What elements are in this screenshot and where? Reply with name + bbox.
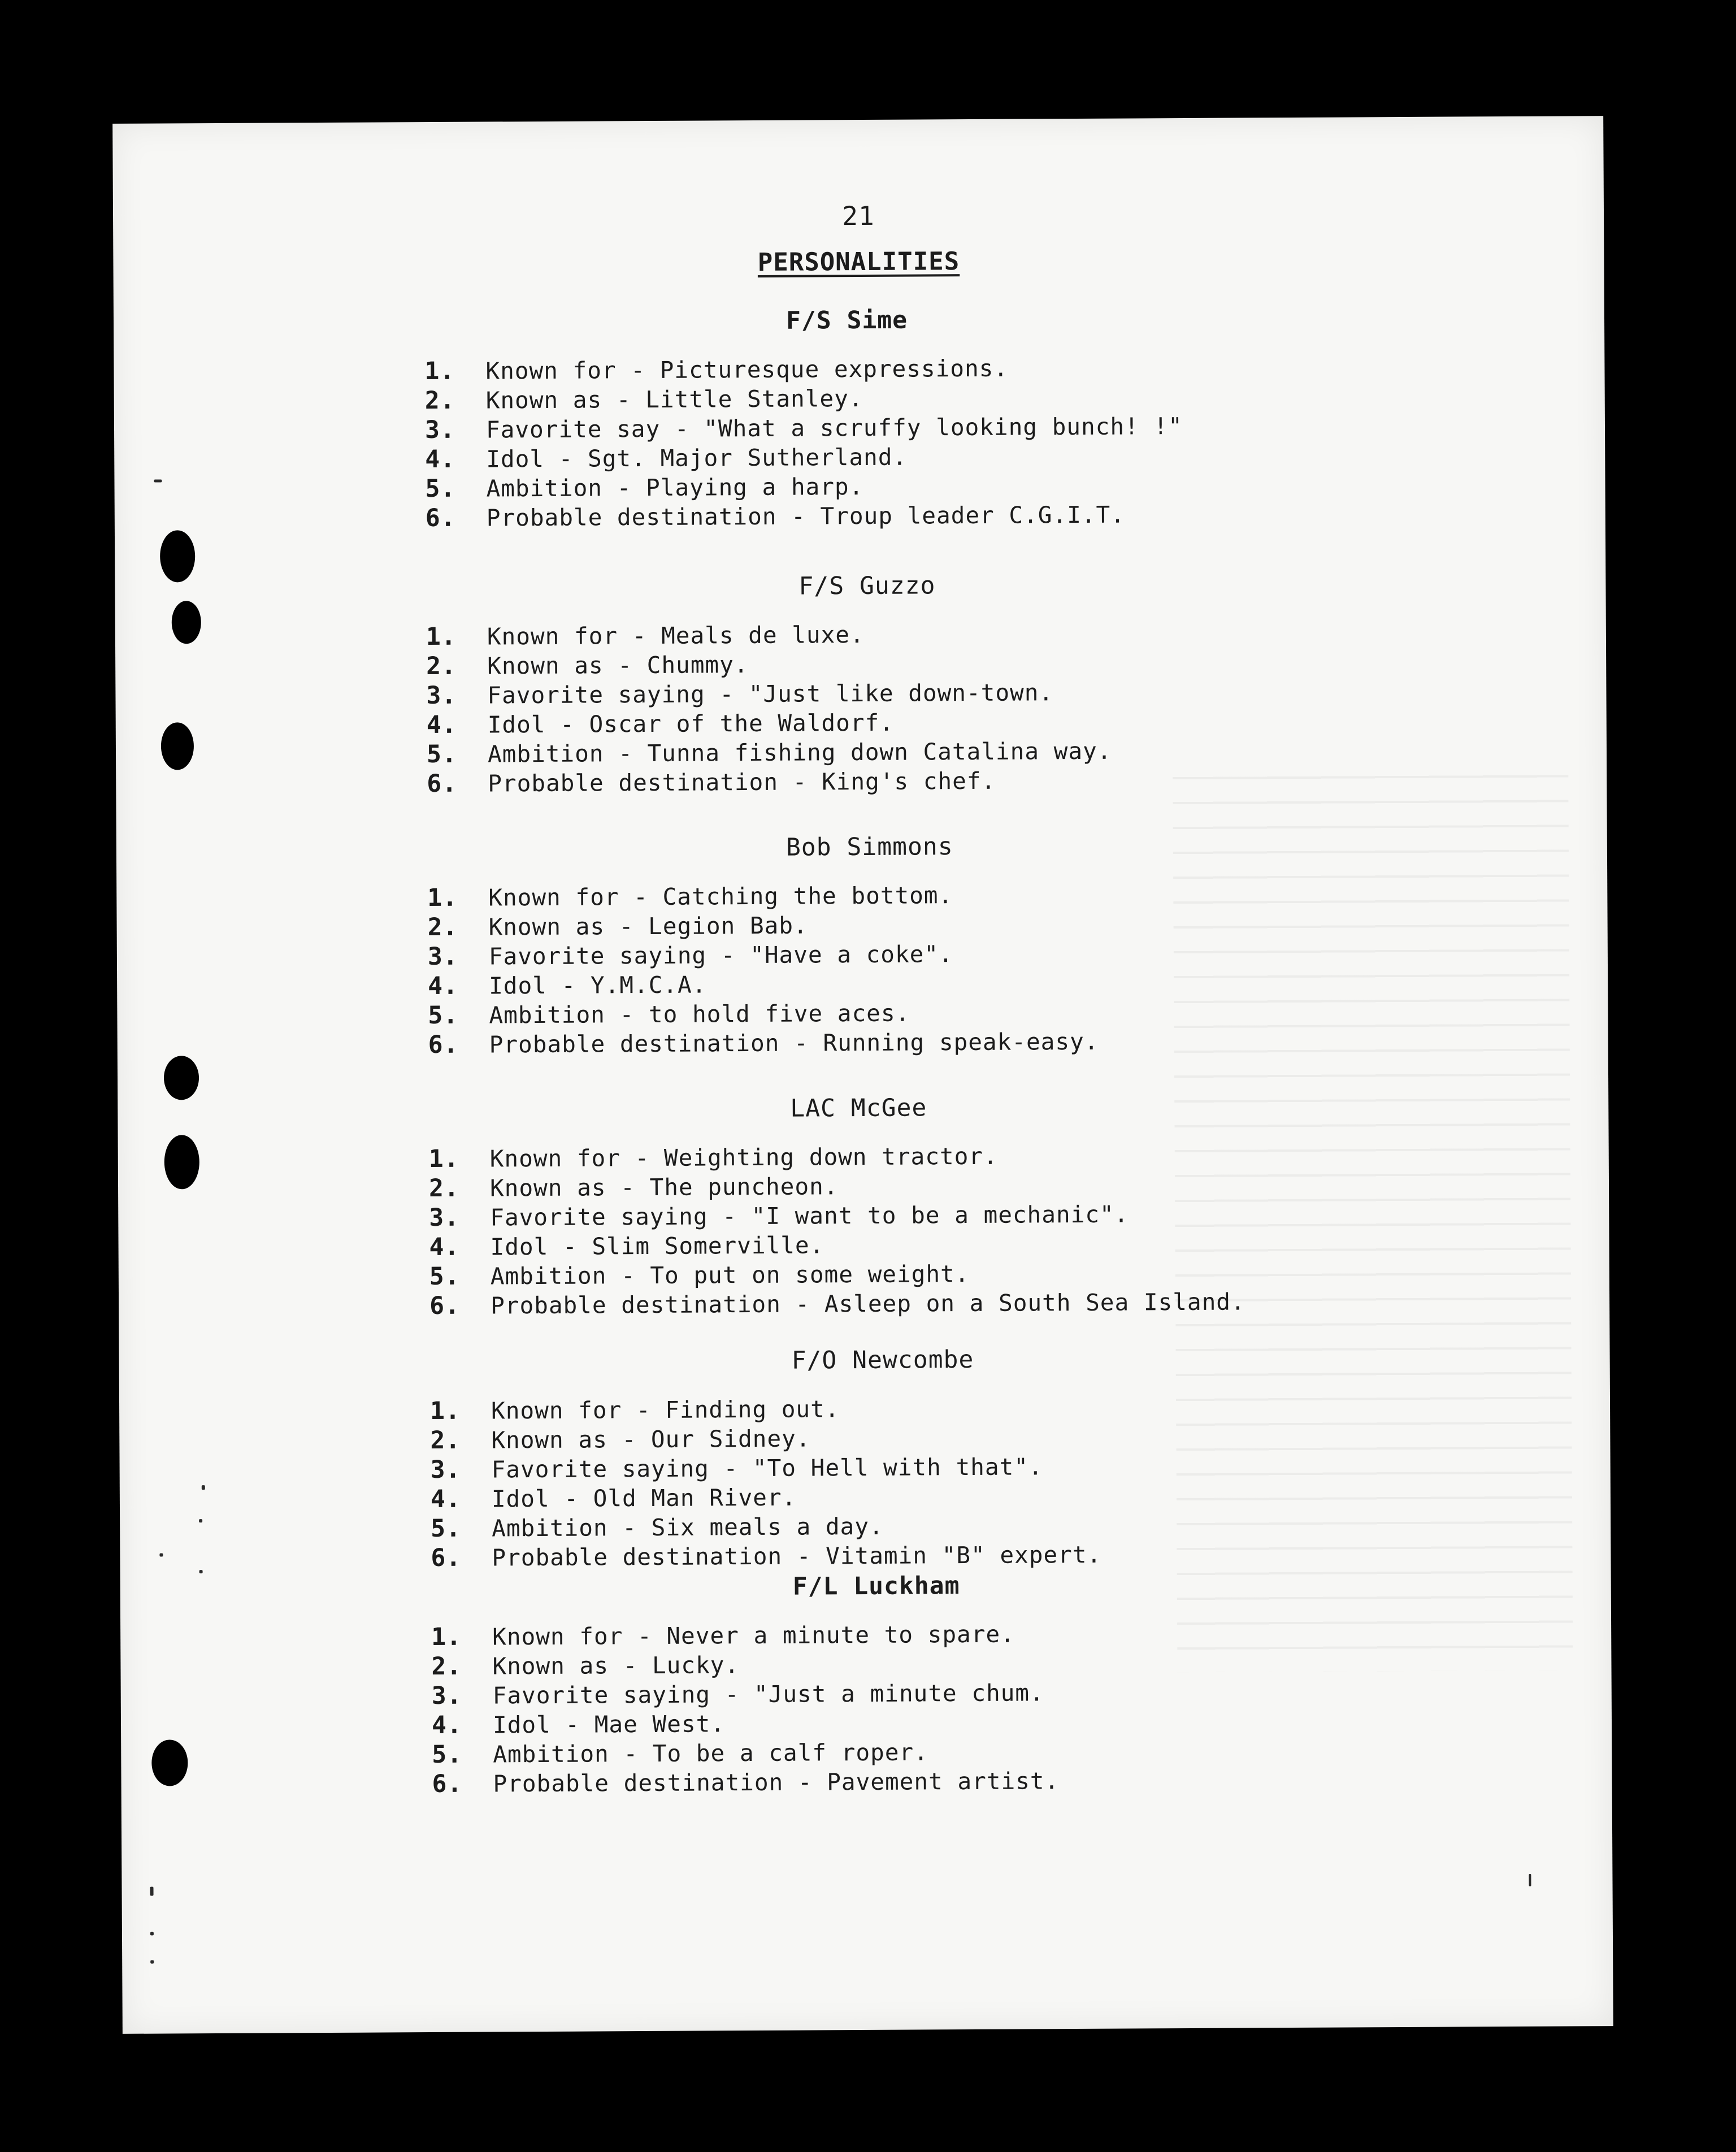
item-number: 3.: [429, 1203, 460, 1233]
list-item: [425, 470, 1183, 504]
item-number: 1.: [429, 1396, 461, 1426]
list-item: [430, 1422, 1101, 1455]
list-item: [427, 736, 1112, 769]
speck: [1529, 1874, 1531, 1886]
list-item: [429, 1228, 1245, 1262]
item-number: 2.: [428, 1174, 459, 1203]
item-number: 2.: [427, 913, 458, 942]
item-number: 1.: [427, 883, 458, 913]
list-item: [429, 1140, 1245, 1174]
list-item: [428, 997, 1099, 1030]
attribute-list: [424, 353, 1183, 533]
item-text: Ambition - Tunna fishing down Catalina way.: [487, 737, 1112, 768]
list-item: [426, 648, 1112, 681]
list-item: [431, 1452, 1101, 1485]
section-heading: F/O Newcombe: [791, 1345, 974, 1375]
item-number: 6.: [431, 1543, 462, 1573]
item-text: Known for - Finding out.: [491, 1395, 840, 1425]
speck: [150, 1932, 154, 1936]
page-number: 21: [842, 200, 875, 232]
attribute-list: [427, 880, 1099, 1060]
list-item: [432, 1707, 1059, 1740]
item-text: Probable destination - Asleep on a South Sea Island.: [491, 1288, 1245, 1320]
section-heading: F/S Guzzo: [798, 571, 936, 601]
item-number: 1.: [426, 622, 457, 652]
item-number: 1.: [428, 1144, 459, 1174]
item-number: 3.: [430, 1455, 461, 1485]
item-number: 5.: [431, 1514, 462, 1543]
item-number: 4.: [430, 1485, 461, 1514]
attribute-list: [430, 1393, 1101, 1573]
item-number: 5.: [428, 1001, 459, 1030]
list-item: [425, 411, 1183, 445]
page-title: PERSONALITIES: [757, 247, 960, 277]
item-number: 6.: [432, 1769, 463, 1799]
item-text: Known for - Weighting down tractor.: [489, 1142, 998, 1173]
list-item: [427, 909, 1098, 942]
list-item: [425, 382, 1183, 415]
item-text: Favorite saying - "Just a minute chum.: [492, 1679, 1044, 1710]
item-text: Known for - Picturesque expressions.: [485, 354, 1009, 385]
item-text: Favorite say - "What a scruffy looking bunch! !": [485, 413, 1183, 444]
item-text: Ambition - Six meals a day.: [492, 1512, 884, 1542]
item-number: 3.: [431, 1681, 462, 1711]
list-item: [432, 1678, 1059, 1711]
item-number: 5.: [429, 1262, 460, 1291]
item-number: 6.: [425, 504, 456, 533]
item-text: Favorite saying - "To Hell with that".: [491, 1453, 1043, 1483]
list-item: [424, 353, 1182, 386]
item-number: 6.: [428, 1030, 459, 1060]
item-text: Idol - Oscar of the Waldorf.: [487, 709, 895, 739]
item-text: Known as - Chummy.: [487, 651, 749, 680]
list-item: [426, 619, 1112, 652]
item-number: 1.: [431, 1622, 462, 1652]
attribute-list: [426, 619, 1112, 799]
list-item: [431, 1619, 1058, 1652]
list-item: [430, 1393, 1101, 1426]
item-number: 3.: [426, 681, 457, 710]
item-number: 3.: [424, 415, 455, 445]
punch-hole: [160, 530, 195, 582]
list-item: [431, 1481, 1101, 1514]
item-number: 2.: [430, 1426, 461, 1455]
item-number: 5.: [425, 474, 456, 504]
list-item: [429, 1199, 1245, 1233]
list-item: [427, 880, 1098, 913]
item-number: 4.: [429, 1233, 460, 1262]
item-text: Known as - Lucky.: [492, 1651, 740, 1680]
list-item: [429, 1169, 1245, 1203]
item-text: Ambition - Playing a harp.: [486, 472, 864, 502]
speck: [199, 1570, 203, 1573]
item-number: 4.: [428, 971, 459, 1001]
item-text: Ambition - to hold five aces.: [489, 999, 910, 1029]
item-number: 3.: [427, 942, 458, 971]
item-text: Known as - Legion Bab.: [488, 912, 808, 941]
item-text: Idol - Y.M.C.A.: [489, 971, 707, 1000]
item-text: Favorite saying - "Have a coke".: [488, 940, 953, 970]
item-text: Known for - Catching the bottom.: [488, 882, 953, 912]
list-item: [429, 1257, 1245, 1291]
list-item: [426, 678, 1112, 710]
list-item: [428, 968, 1099, 1001]
item-text: Idol - Sgt. Major Sutherland.: [486, 443, 908, 473]
item-text: Favorite saying - "Just like down-town.: [487, 679, 1054, 709]
section-heading: LAC McGee: [790, 1094, 927, 1123]
speck: [159, 1553, 163, 1556]
item-text: Idol - Old Man River.: [491, 1483, 797, 1513]
list-item: [432, 1766, 1059, 1799]
list-item: [429, 1287, 1245, 1321]
list-item: [431, 1648, 1058, 1681]
item-number: 5.: [432, 1740, 463, 1769]
item-text: Idol - Mae West.: [492, 1710, 726, 1739]
item-number: 5.: [426, 740, 457, 769]
item-text: Probable destination - Pavement artist.: [493, 1767, 1060, 1798]
item-text: Known as - Little Stanley.: [485, 384, 863, 414]
typed-page: [112, 116, 1613, 2034]
item-number: 1.: [424, 357, 455, 386]
list-item: [431, 1540, 1101, 1573]
item-number: 2.: [431, 1652, 462, 1681]
section-heading: Bob Simmons: [785, 832, 953, 862]
item-text: Probable destination - Troup leader C.G.I.T.: [486, 501, 1126, 532]
list-item: [427, 707, 1112, 740]
item-number: 4.: [426, 710, 457, 740]
item-number: 2.: [424, 386, 455, 415]
section-heading: F/L Luckham: [792, 1572, 960, 1601]
item-text: Probable destination - Vitamin "B" expert.: [492, 1541, 1102, 1572]
item-number: 4.: [425, 445, 456, 474]
punch-hole: [172, 601, 201, 644]
section-heading: F/S Sime: [785, 306, 908, 335]
list-item: [425, 441, 1183, 474]
item-text: Known as - Our Sidney.: [491, 1425, 811, 1454]
item-text: Ambition - To be a calf roper.: [493, 1738, 928, 1768]
list-item: [428, 939, 1099, 971]
item-text: Known for - Meals de luxe.: [487, 621, 865, 650]
item-text: Idol - Slim Somerville.: [490, 1231, 824, 1261]
item-text: Known for - Never a minute to spare.: [492, 1620, 1015, 1651]
speck: [202, 1485, 205, 1490]
item-number: 4.: [431, 1711, 462, 1740]
item-text: Favorite saying - "I want to be a mechanic".: [490, 1200, 1129, 1231]
speck: [154, 479, 162, 482]
list-item: [428, 1027, 1099, 1060]
item-text: Ambition - To put on some weight.: [490, 1260, 970, 1290]
personality-section: [424, 303, 1498, 533]
list-item: [426, 500, 1183, 533]
list-item: [431, 1511, 1101, 1543]
speck: [199, 1519, 202, 1522]
punch-hole: [151, 1739, 188, 1786]
list-item: [427, 766, 1112, 799]
item-number: 6.: [427, 769, 458, 799]
personality-section: [426, 569, 1499, 799]
punch-hole: [161, 722, 194, 770]
speck: [150, 1960, 154, 1964]
speck: [150, 1887, 154, 1896]
item-text: Probable destination - King's chef.: [488, 767, 996, 797]
list-item: [432, 1737, 1059, 1769]
punch-hole: [164, 1056, 199, 1100]
attribute-list: [429, 1140, 1245, 1321]
attribute-list: [431, 1619, 1059, 1799]
item-number: 2.: [426, 652, 457, 681]
item-text: Probable destination - Running speak-easy.: [489, 1027, 1099, 1058]
item-number: 6.: [429, 1291, 461, 1321]
punch-hole: [164, 1135, 200, 1189]
item-text: Known as - The puncheon.: [489, 1173, 839, 1202]
